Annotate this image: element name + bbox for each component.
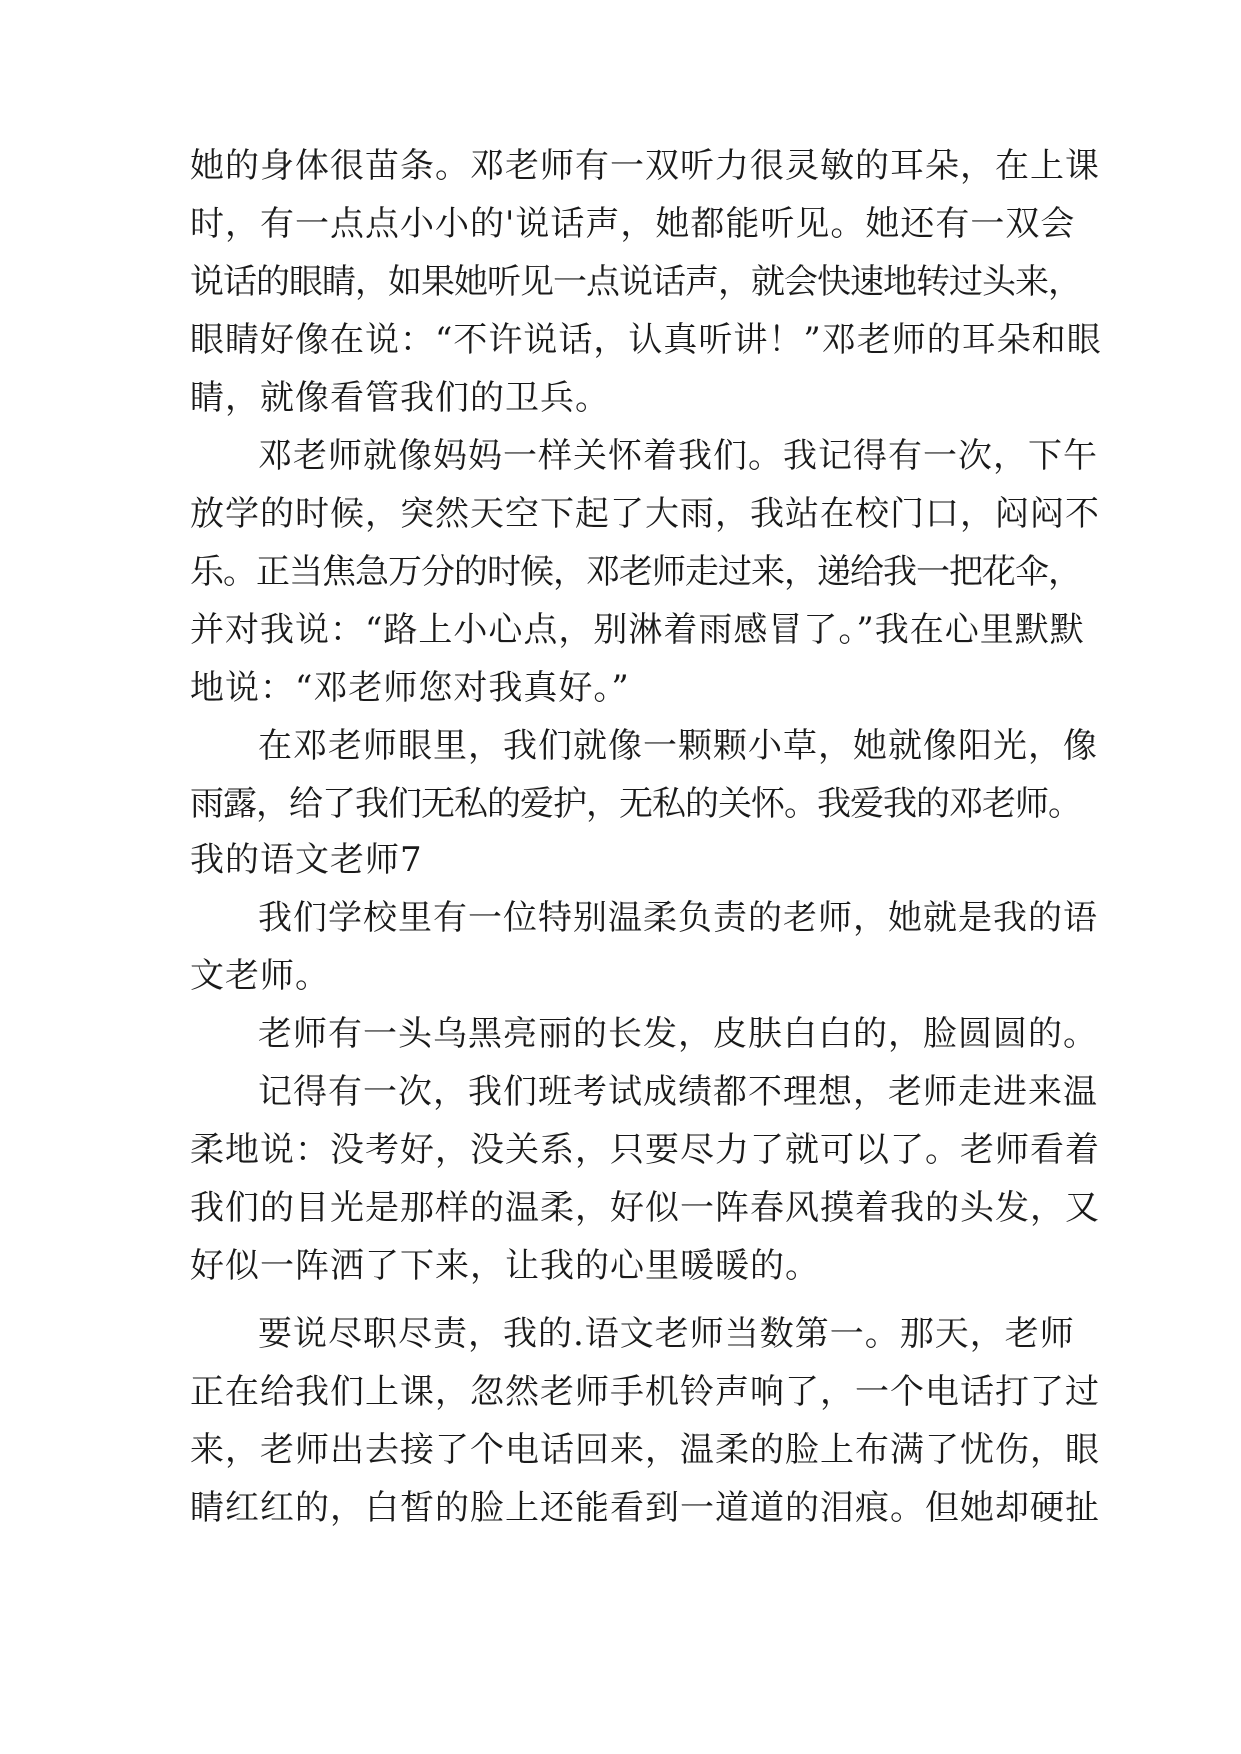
paragraph-start-line: 在邓老师眼里，我们就像一颗颗小草，她就像阳光，像 — [258, 726, 1098, 766]
text-line: 乐。正当焦急万分的时候，邓老师走过来，递给我一把花伞， — [190, 552, 1081, 592]
paragraph-start-line: 老师有一头乌黑亮丽的长发，皮肤白白的，脸圆圆的。 — [258, 1014, 1098, 1054]
text-line: 正在给我们上课，忽然老师手机铃声响了，一个电话打了过 — [190, 1372, 1100, 1412]
text-line: 好似一阵洒了下来，让我的心里暖暖的。 — [190, 1246, 820, 1286]
text-line: 并对我说：“路上小心点，别淋着雨感冒了。”我在心里默默 — [190, 610, 1085, 650]
text-line: 说话的眼睛，如果她听见一点说话声，就会快速地转过头来， — [190, 262, 1081, 302]
paragraph-start-line: 我们学校里有一位特别温柔负责的老师，她就是我的语 — [258, 898, 1098, 938]
text-line: 睛红红的，白皙的脸上还能看到一道道的泪痕。但她却硬扯 — [190, 1488, 1100, 1528]
text-line: 柔地说：没考好，没关系，只要尽力了就可以了。老师看着 — [190, 1130, 1100, 1170]
text-line: 时，有一点点小小的'说话声，她都能听见。她还有一双会 — [190, 204, 1076, 244]
section-heading: 我的语文老师7 — [190, 840, 423, 880]
paragraph-start-line: 要说尽职尽责，我的.语文老师当数第一。那天，老师 — [258, 1314, 1075, 1354]
paragraph-start-line: 邓老师就像妈妈一样关怀着我们。我记得有一次，下午 — [258, 436, 1098, 476]
text-line: 眼睛好像在说：“不许说话，认真听讲！”邓老师的耳朵和眼 — [190, 320, 1102, 360]
text-line: 雨露，给了我们无私的爱护，无私的关怀。我爱我的邓老师。 — [190, 784, 1081, 824]
text-line: 来，老师出去接了个电话回来，温柔的脸上布满了忧伤，眼 — [190, 1430, 1100, 1470]
text-line: 我们的目光是那样的温柔，好似一阵春风摸着我的头发，又 — [190, 1188, 1100, 1228]
text-line: 放学的时候，突然天空下起了大雨，我站在校门口，闷闷不 — [190, 494, 1100, 534]
text-line: 地说：“邓老师您对我真好。” — [190, 668, 630, 708]
text-line: 睛，就像看管我们的卫兵。 — [190, 378, 610, 418]
paragraph-start-line: 记得有一次，我们班考试成绩都不理想，老师走进来温 — [258, 1072, 1098, 1112]
text-line: 她的身体很苗条。邓老师有一双听力很灵敏的耳朵，在上课 — [190, 146, 1100, 186]
text-line: 文老师。 — [190, 956, 330, 996]
